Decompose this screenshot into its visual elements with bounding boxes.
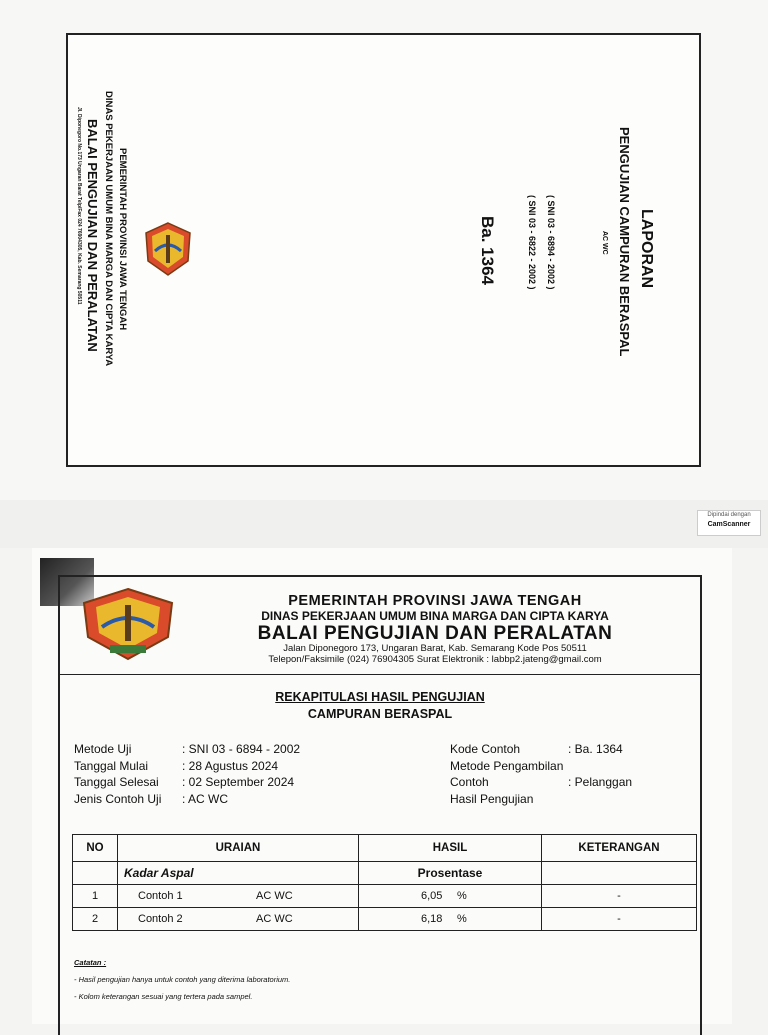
table-row: 1 Contoh 1 AC WC 6,05 % - [73,885,697,908]
letterhead-line4: Jalan Diponegoro 173, Ungaran Barat, Kab. Semarang Kode Pos 50511 [283,643,587,654]
col-keterangan: KETERANGAN [542,835,697,862]
cover-org1: PEMERINTAH PROVINSI JAWA TENGAH [117,148,128,331]
meta-right [450,741,632,807]
notes [74,954,290,1005]
note-item: - Kolom keterangan sesuai yang tertera pada sampel. [74,992,253,1001]
meta-row: Tanggal Mulai : 28 Agustus 2024 [74,758,279,773]
group-label: Kadar Aspal [118,862,359,885]
page-gap [0,500,768,548]
table-group-row [73,862,697,885]
province-logo-icon [143,221,193,277]
meta-row: Jenis Contoh Uji : AC WC [74,791,229,806]
cover-page [0,0,768,500]
cover-subtitle: PENGUJIAN CAMPURAN BERASPAL [617,127,632,357]
col-uraian: URAIAN [118,835,359,862]
report-subtitle: CAMPURAN BERASPAL [307,707,453,721]
unit-label: Prosentase [359,862,542,885]
results-frame [58,575,702,1035]
cover-mix: AC WC [601,231,608,255]
cover-laporan: LAPORAN [638,209,655,289]
cover-frame [66,33,701,467]
meta-row: Metode Uji : SNI 03 - 6894 - 2002 [74,742,301,756]
cover-address: Jl. Diponegoro No.173 Ungaran Barat Telp/Fax 024 76904305, Kab. Semarang 50511 [76,107,82,305]
meta-row: Tanggal Selesai : 02 September 2024 [74,775,295,789]
table-row: 2 Contoh 2 AC WC 6,18 % - [73,908,697,931]
cover-org3: BALAI PENGUJIAN DAN PERALATAN [85,119,100,352]
camscanner-line1: Dipindai dengan [707,512,751,518]
meta-left [74,741,300,807]
letterhead [60,577,700,675]
table-header-row [73,835,697,862]
cover-sni1: ( SNI 03 - 6894 - 2002 ) [546,195,556,290]
col-no: NO [73,835,118,862]
meta-row: Hasil Pengujian [450,791,534,806]
results-table [72,834,697,931]
letterhead-line3: BALAI PENGUJIAN DAN PERALATAN [257,623,613,644]
report-title: REKAPITULASI HASIL PENGUJIAN [275,690,485,704]
note-item: - Hasil pengujian hanya untuk contoh yang diterima laboratorium. [74,975,291,984]
letterhead-line2: DINAS PEKERJAAN UMUM BINA MARGA DAN CIPTA KARYA [261,609,609,623]
meta-row: Kode Contoh : Ba. 1364 [450,742,623,756]
letterhead-line5: Telepon/Faksimile (024) 76904305 Surat Elektronik : labbp2.jateng@gmail.com [268,654,602,665]
province-logo [143,221,193,277]
letterhead-line1: PEMERINTAH PROVINSI JAWA TENGAH [288,593,582,609]
col-hasil: HASIL [359,835,542,862]
meta-row: Metode Pengambilan [450,758,564,773]
camscanner-badge [697,510,761,536]
cover-sni2: ( SNI 03 - 6822 - 2002 ) [527,195,537,290]
cover-org2: DINAS PEKERJAAN UMUM BINA MARGA DAN CIPTA KARYA [103,91,114,367]
cover-code: Ba. 1364 [478,216,497,285]
meta-row: Contoh : Pelanggan [450,775,633,789]
notes-title: Catatan : [74,958,107,967]
camscanner-line2: CamScanner [707,521,751,528]
